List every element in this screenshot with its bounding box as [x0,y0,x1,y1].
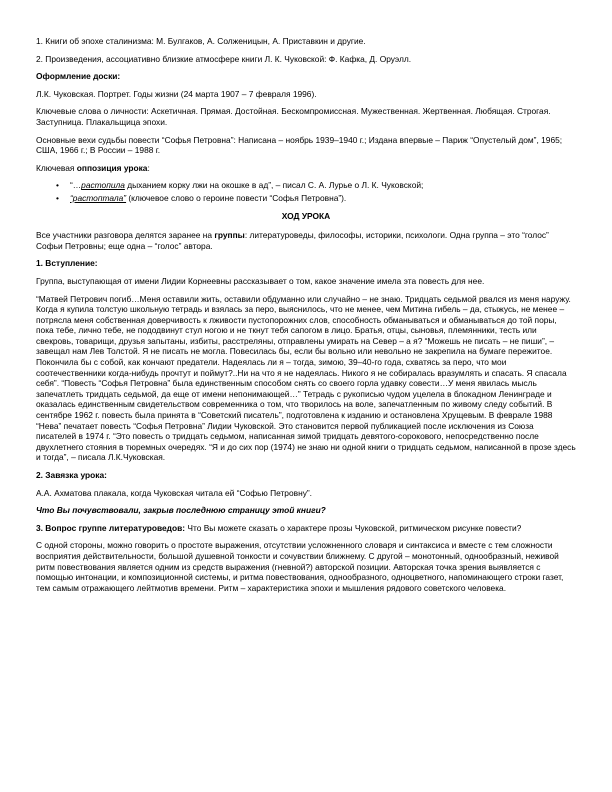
opposition-bullet-1 [70,180,576,191]
plot-text: А.А. Ахматова плакала, когда Чуковская читала ей “Софью Петровну”. [36,487,313,498]
opposition-bullet-2 [70,193,576,204]
keywords-paragraph: Ключевые слова о личности: Аскетичная. Прямая. Достойная. Бескомпромиссная. Мужественная. Жертвенная. Любящая. Строгая. Заступница. Плакальщица эпохи. [36,106,551,127]
groups-bold: группы [214,230,245,241]
answer-paragraph: С одной стороны, можно говорить о простоте выражения, отсутствии усложненного словаря и синтаксиса и вместе с тем сложности восприятия действительности, большой душевной тонкости и сочувствии ближнему. С другой – монотонный, однообразный, неживой ритм повествования является одним из средств выражения (гневной?) авторской позиции. Авторская точка зрения выявляется с помощью интонации, и композиционной системы, и ритма повествования, однообразного, одноцветного, напоминающего строки газет, тем самым отражающего лейтмотив времени. Ритм – характеристика эпохи и мышления рядового советского человека. [36,540,564,593]
portrait-line: Л.К. Чуковская. Портрет. Годы жизни (24 марта 1907 – 7 февраля 1996). [36,88,317,99]
bullet1-keyword: растопила [81,180,125,191]
bullet1-pre: “… [70,180,82,191]
groups-paragraph [36,230,576,251]
quote-paragraph: “Матвей Петрович погиб…Меня оставили жить, оставили обдуманно или случайно – не знаю. Тридцать седьмой рвался из меня наружу. Когда я купила толстую школьную тетрадь и взялась за перо, выяснилось, что не менее, чем Митина гибель – да, стыжусь, не менее – потрясла меня собственная доверчивость к лживости пустопорожних слов, способность обманываться и обманываться до той поры, пока тебе, лично тебе, не пододвинут стул ногою и не ткнут тебя сапогом в лицо. Братья, отцы, сыновья, племянники, тесть или свекровь, товарищи, друзья запытаны, избиты, расстреляны, отправлены умирать на Север – а я? “Можешь не писать – не пиши”, – завещал нам Лев Толстой. Я не писать не могла. Повесилась бы, если бы вольно или невольно не закрепила на бумаге пережитое. Покончила бы с собой, как кончают предатели. Надеялась ли я – тогда, зимою, 39–40-го года, схватясь за перо, что мои соотечественники когда-нибудь прочтут и поймут?..Ни на что я не надеялась. Никого я не собиралась вразумлять и спасать. Я спасала себя”. “Повесть “Софья Петровна” была единственным способом снять со своего горла удавку совести…У меня явилась мысль запечатлеть тридцать седьмой, да еще от имени непонимающей…” Тетрадь с рукописью чудом уцелела в блокадном Ленинграде и оказалась единственным свидетельством современника о том, что творилось на воле, запечатленным по живому следу событий. В сентябре 1962 г. повесть была принята в “Советский писатель”, подготовлена к изданию и остановлена Хрущевым. В феврале 1988 “Нева” печатает повесть “Софья Петровна” Лидии Чуковской. Это становится первой публикацией после исключения из Союза писателей в 1974 г. “Это повесть о тридцать седьмом, написанная зимой тридцать девятого-сорокового, непосредственно после двухлетнего стояния в тюремных очередях. “Я и до сих пор (1974) не знаю ни одной книги о тридцать седьмом, написанной в прозе здесь и тогда”, – писала Л.К.Чуковская. [36,293,576,463]
reading-list-item-1: 1. Книги об эпохе сталинизма: М. Булгаков, А. Солженицын, А. Приставкин и другие. [36,36,366,46]
milestones-paragraph: Основные вехи судьбы повести “Софья Петровна”: Написана – ноябрь 1939–1940 г.; Издана впервые – Париж “Опустелый дом”, 1965; США, 1966 г.; В России – 1988 г. [36,134,563,156]
feel-question: Что Вы почувствовали, закрыв последнюю страницу этой книги? [36,505,326,516]
reading-list-item-2: 2. Произведения, ассоциативно близкие атмосфере книги Л. К. Чуковской: Ф. Кафка, Д. Оруэлл. [36,53,412,64]
question-3 [36,523,576,534]
bullet1-post: дыханием корку лжи на окошке в ад”, – писал С. А. Лурье о Л. К. Чуковской; [124,180,424,191]
intro-text: Группа, выступающая от имени Лидии Корнеевны рассказывает о том, какое значение имела эта повесть для нее. [36,275,485,286]
opposition-list [36,180,576,203]
groups-pre: Все участники разговора делятся заранее на [36,230,215,241]
opposition-prefix: Ключевая [36,162,77,173]
intro-heading: 1. Вступление: [36,258,98,269]
bullet2-post: (ключевое слово о героине повести “Софья Петровна”). [126,192,347,203]
opposition-line [36,163,576,174]
question-3-label: 3. Вопрос группе литературоведов: [36,522,186,533]
question-3-text: Что Вы можете сказать о характере прозы Чуковской, ритмическом рисунке повести? [185,522,522,533]
opposition-bold: оппозиция урока [76,162,148,173]
plot-heading: 2. Завязка урока: [36,470,107,480]
lesson-heading: ХОД УРОКА [281,210,331,221]
groups-post: : литературоведы, философы, историки, психологи. Одна группа – это “голос” Софьи Петровны; еще одна – “голос” автора. [36,230,549,251]
board-heading: Оформление доски: [36,71,121,82]
opposition-suffix: : [147,162,150,173]
bullet2-keyword: “растоптала” [70,192,127,203]
